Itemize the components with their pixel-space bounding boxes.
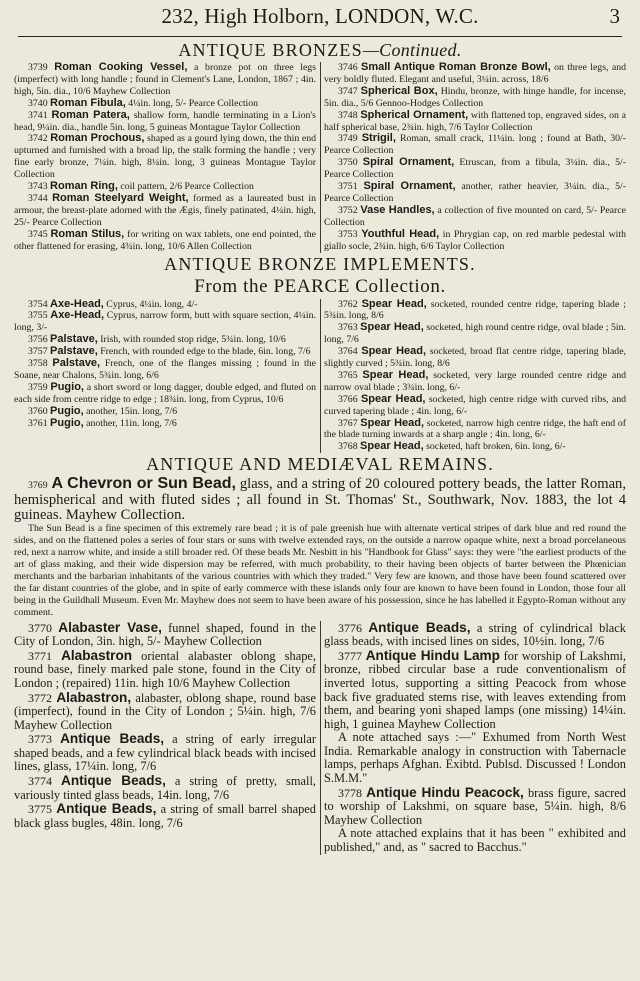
entry-title: Spear Head, xyxy=(360,392,426,405)
entry-text: oriental alabaster oblong shape, round base, finely marked pale stone, found in the City of London ; (repaired) 11in. high 10/6 Mayhew Collection xyxy=(14,648,316,690)
entry-text: socketed, high centre ridge with curved ribs, and curved tapering blade ; 4in. long, 6/- xyxy=(324,393,627,417)
entry-text: another, rather heavier, 3¼in. dia., 5/- Pearce Collection xyxy=(324,181,626,204)
entry-title: Roman Stilus, xyxy=(50,227,125,240)
entry-number: 3765 xyxy=(338,369,358,381)
entry-text: Roman, small crack, 11¼in. long ; found at Bath, 30/- Pearce Collection xyxy=(324,133,626,157)
entry-text: socketed, narrow high centre ridge, the haft end of the blade turning inwards at a sharp angle ; 4in. long, 6/- xyxy=(324,417,626,441)
entry-title: Spiral Ornament, xyxy=(363,180,456,193)
entry-title: Pugio, xyxy=(50,416,84,429)
entry-number: 3776 xyxy=(338,620,362,635)
entry-number: 3745 xyxy=(28,228,48,240)
entry-text: another, 15in. long, 7/6 xyxy=(83,405,178,417)
entry-number: 3753 xyxy=(338,228,358,240)
entry-title: Spear Head, xyxy=(361,297,427,310)
catalogue-entry xyxy=(324,133,626,157)
entry-title: Antique Beads, xyxy=(61,773,166,789)
entry-title: Spear Head, xyxy=(360,440,424,453)
entry-title: Roman Cooking Vessel, xyxy=(54,61,188,73)
entry-title: Axe-Head, xyxy=(50,309,105,322)
entry-title: A Chevron or Sun Bead, xyxy=(51,475,236,493)
entry-title: Small Antique Roman Bronze Bowl, xyxy=(360,61,551,73)
entry-number: 3744 xyxy=(28,192,48,204)
catalogue-entry xyxy=(324,786,626,828)
entry-text: a collection of five mounted on card, 5/- Pearce Collection xyxy=(324,204,626,228)
entry-note xyxy=(324,827,626,854)
entry-title: Palstave, xyxy=(50,345,98,358)
entry-number: 3752 xyxy=(338,204,358,216)
entry-number: 3741 xyxy=(28,109,48,121)
entry-text: for worship of Lakshmi, bronze, ribbed circular base a rude conventionalism of inverted lotus, supporting a sitting Peacock from whose back five graduated stems rise, with leaves extending from them, and bearing yoni shaped lamps (one missing) 14¼in. high, 1 guinea Mayhew Collection xyxy=(324,648,627,731)
entry-title: Roman Prochous, xyxy=(50,132,145,145)
running-head xyxy=(14,4,626,34)
catalogue-entry xyxy=(324,157,626,181)
entry-number: 3756 xyxy=(28,334,48,346)
catalogue-entry xyxy=(14,418,316,430)
entry-number: 3767 xyxy=(338,417,358,429)
section-heading-implements: ANTIQUE BRONZE IMPLEMENTS. xyxy=(164,253,476,274)
entry-text: Cyprus, narrow form, butt with square section, 4¼in. long, 3/- xyxy=(14,310,316,334)
catalogue-entry xyxy=(14,774,316,802)
entry-number: 3739 xyxy=(28,62,48,73)
entry-text: socketed, high round centre ridge, oval blade ; 5in. long, 7/6 xyxy=(324,322,626,346)
entry-number: 3747 xyxy=(338,85,358,97)
catalogue-entry xyxy=(324,322,626,346)
entry-title: Youthful Head, xyxy=(361,227,440,240)
entry-text: in Phrygian cap, on red marble pedestal with giallo socle, 2¾in. high, 6/6 Taylor Collection xyxy=(324,228,627,252)
catalogue-entry xyxy=(324,346,626,370)
entry-number: 3768 xyxy=(338,441,358,453)
entry-title: Palstave, xyxy=(52,357,101,370)
entry-text: Etruscan, from a fibula, 3¼in. dia., 5/- Pearce Collection xyxy=(324,157,627,181)
entry-number: 3774 xyxy=(28,774,52,789)
entry-title: Roman Ring, xyxy=(50,180,118,193)
entry-text: French, one of the flanges missing ; found in the Soane, near Chalons, 5¾in. long, 6/6 xyxy=(14,358,316,381)
entry-number: 3761 xyxy=(28,417,48,429)
entry-title: Spiral Ornament, xyxy=(362,156,455,169)
entry-text: shaped as a gourd lying down, the thin end upturned and furnished with a broad lip, the stalk forming the handle ; very fine early bronze, 7¼in. high, 8¼in. long, 3 guineas Montague Taylor Collection xyxy=(14,133,317,181)
entry-text: socketed, very large rounded centre ridge and narrow oval blade ; 3¾in. long, 6/- xyxy=(324,369,626,393)
entry-number: 3769 xyxy=(28,480,48,492)
entry-title: Alabastron xyxy=(61,647,133,663)
entry-text: shallow form, handle terminating in a Lion's head, 9¼in. dia., handle 5in. long, 5 guineas Montague Taylor Collection xyxy=(14,109,316,133)
section-continued: —Continued. xyxy=(362,40,462,60)
entry-text: brass figure, sacred to worship of Lakshmi, on square base, 5¼in. high, 8/6 Mayhew Collection xyxy=(324,785,626,827)
entry-number: 3770 xyxy=(28,620,52,635)
entry-text: with flattened top, engraved sides, on a half spherical base, 2¾in. high, 7/6 Taylor Collection xyxy=(324,109,627,133)
entry-text: for writing on wax tablets, one end pointed, the other flattened for erasing, 4¾in. long, 10/6 Allen Collection xyxy=(14,228,316,252)
section-subheading-pearce: From the PEARCE Collection. xyxy=(194,275,446,297)
entry-number: 3759 xyxy=(28,381,48,393)
catalogue-entry xyxy=(14,358,316,382)
entry-number: 3746 xyxy=(338,62,358,73)
medieval-columns xyxy=(14,621,626,855)
entry-number: 3773 xyxy=(28,732,52,747)
catalogue-entry xyxy=(14,691,316,733)
catalogue-entry xyxy=(324,205,626,229)
catalogue-entry xyxy=(14,62,316,98)
entry-number: 3755 xyxy=(28,310,48,322)
chevron-bead-entry xyxy=(14,476,626,618)
catalogue-entry xyxy=(14,310,316,334)
entry-title: Pugio, xyxy=(50,380,84,393)
entry-title: Antique Beads, xyxy=(60,731,165,747)
running-head-title: 232, High Holborn, LONDON, W.C. xyxy=(161,4,479,28)
catalogue-entry xyxy=(324,110,626,134)
entry-number: 3748 xyxy=(338,109,358,121)
entry-text: Cyprus, 4¼in. long, 4/- xyxy=(103,298,198,310)
entry-title: Antique Beads, xyxy=(56,801,157,817)
entry-text: a short sword or long dagger, double edged, and fluted on each side from centre ridge to edge ; 18¾in. long, from Cyprus, 10/6 xyxy=(14,381,316,405)
bronzes-columns xyxy=(14,62,626,253)
entry-text: socketed, broad flat centre ridge, tapering blade, slightly curved ; 5¾in. long, 8/6 xyxy=(324,346,626,370)
implements-right-column xyxy=(324,299,626,454)
catalogue-entry xyxy=(14,193,316,229)
entry-text: 4¼in. long, 5/- Pearce Collection xyxy=(125,97,259,109)
entry-title: Spear Head, xyxy=(361,345,427,358)
entry-title: Spear Head, xyxy=(360,416,425,429)
entry-text: A note attached explains that it has been " exhibited and published," and, as " sacred to Bacchus." xyxy=(324,826,626,855)
entry-number: 3764 xyxy=(338,346,358,358)
entry-number: 3762 xyxy=(338,298,358,310)
catalogue-entry xyxy=(324,181,626,205)
entry-title: Vase Handles, xyxy=(360,203,435,216)
catalogue-entry xyxy=(324,299,626,323)
entry-text: a string of early irregular shaped beads, and a few cylindrical black beads with incised lines, glass, 17¼in. long, 7/6 xyxy=(14,732,317,774)
entry-title: Antique Hindu Lamp xyxy=(365,647,500,663)
entry-number: 3775 xyxy=(28,802,52,817)
entry-text: alabaster, oblong shape, round base (imperfect), found in the City of London ; 5¼in. high, 7/6 Mayhew Collection xyxy=(14,690,316,732)
catalogue-entry xyxy=(324,62,626,86)
entry-number: 3777 xyxy=(338,648,362,663)
entry-title: Strigil, xyxy=(361,132,396,145)
catalogue-entry xyxy=(14,732,316,774)
entry-text: a bronze pot on three legs (imperfect) with long handle ; found in Clement's Lane, London, 1867 ; 4in. high, 5in. dia., 10/6 Mayhew Collection xyxy=(14,62,317,97)
implements-columns xyxy=(14,299,626,454)
entry-text: Irish, with rounded stop ridge, 5¾in. long, 10/6 xyxy=(97,334,286,346)
catalogue-entry xyxy=(14,649,316,691)
section-title: ANTIQUE BRONZES xyxy=(178,40,363,60)
entry-title: Roman Patera, xyxy=(51,108,130,121)
entry-text: a string of small barrel shaped black glass bugles, 48in. long, 7/6 xyxy=(14,802,316,830)
catalogue-entry xyxy=(324,86,626,110)
entry-text: coil pattern, 2/6 Pearce Collection xyxy=(117,181,254,193)
entry-title: Antique Hindu Peacock, xyxy=(366,784,524,800)
entry-title: Roman Steelyard Weight, xyxy=(52,191,189,204)
catalogue-entry xyxy=(14,133,316,181)
entry-number: 3778 xyxy=(338,785,362,800)
entry-number: 3763 xyxy=(338,322,358,334)
entry-number: 3749 xyxy=(338,133,358,145)
catalogue-entry xyxy=(324,649,626,732)
entry-title: Spherical Ornament, xyxy=(360,108,469,121)
entry-number: 3757 xyxy=(28,346,48,358)
entry-title: Alabastron, xyxy=(56,689,132,705)
catalogue-entry xyxy=(14,621,316,649)
entry-text: socketed, rounded centre ridge, tapering blade ; 5¾in. long, 8/6 xyxy=(324,298,626,322)
section-heading-medieval: ANTIQUE AND MEDIÆVAL REMAINS. xyxy=(146,454,494,475)
entry-number: 3772 xyxy=(28,690,52,705)
entry-text: funnel shaped, found in the City of London, 3in. high, 5/- Mayhew Collection xyxy=(14,620,316,649)
entry-text: Hindu, bronze, with hinge handle, for incense, 5in. dia., 5/6 Gennoo-Hodges Collection xyxy=(324,85,626,109)
medieval-right-column xyxy=(324,621,626,855)
entry-title: Spherical Box, xyxy=(360,84,438,97)
catalogue-entry xyxy=(324,394,626,418)
entry-title: Spear Head, xyxy=(360,321,424,334)
entry-number: 3758 xyxy=(28,358,48,370)
header-rule xyxy=(18,36,622,37)
catalogue-entry xyxy=(324,621,626,649)
catalogue-entry xyxy=(14,382,316,406)
catalogue-entry xyxy=(14,802,316,830)
medieval-left-column xyxy=(14,621,321,855)
page-number: 3 xyxy=(609,4,620,28)
catalogue-entry xyxy=(324,418,626,442)
chevron-bead-description: The Sun Bead is a fine specimen of this extremely rare bead ; it is of pale greenish hue with alternate vertical stripes of dark blue and red round the sides, and on the flattened poles a series of four stars or suns with twelve extended rays, on the outside a narrow opaque white, next a broad porcelaneous red, next a narrow white, and inside a still broader red. Of these beads Mr. Nesbitt in his "Handbook for Glass" says: they were "the earliest products of the art of glass making, and their wide dispersion may be referred, with much probability, to their having been objects of barter between the Phœnician merchants and the barbarian inhabitants of the various countries with which they traded." Very few are known, and those have been found scattered over the far distant countries of the globe, and in spite of early commerce with these islands only four are known to have been found in London, those four all being in the Guildhall Museum. Even Mr. Mayhew does not seem to have been aware of his possession, since he has labelled it Egypto-Roman without any comment. xyxy=(14,523,626,618)
entry-title: Antique Beads, xyxy=(368,619,471,635)
entry-number: 3742 xyxy=(28,133,48,145)
entry-text: another, 11in. long, 7/6 xyxy=(83,417,177,429)
entry-text: A note attached says :—" Exhumed from North West India. Remarkable analogy in construction with Tabernacle lamps, perhaps Afghan. Exibtd. Publsd. Discussed ! London S.M.M." xyxy=(324,730,626,786)
section-heading-bronzes xyxy=(14,40,626,61)
entry-number: 3751 xyxy=(338,181,358,193)
entry-title: Roman Fibula, xyxy=(50,96,126,109)
entry-number: 3740 xyxy=(28,97,48,109)
entry-title: Spear Head, xyxy=(362,368,429,381)
entry-text: French, with rounded edge to the blade, 6in. long, 7/6 xyxy=(97,346,311,358)
catalogue-entry xyxy=(14,110,316,134)
catalogue-entry xyxy=(14,229,316,253)
entry-text: a string of cylindrical black glass beads, with incised lines on sides, 10½in. long, 7/6 xyxy=(324,620,626,649)
entry-text: formed as a laureated bust in armour, the breast-plate adorned with the Ægis, finely patinated, 4¼in. high, 25/- Pearce Collection xyxy=(14,192,317,228)
entry-title: Palstave, xyxy=(50,333,98,346)
entry-text: socketed, haft broken, 6in. long, 6/- xyxy=(423,441,566,453)
entry-text: a string of pretty, small, variously tinted glass beads, 14in. long, 7/6 xyxy=(14,774,316,802)
entry-text: glass, and a string of 20 coloured pottery beads, the latter Roman, hemispherical and with fluted sides ; all found in St. Thomas' St., Southwark, Nov. 1883, the lot 4 guineas. Mayhew Collection. xyxy=(14,476,626,524)
catalogue-entry xyxy=(14,476,626,523)
entry-note xyxy=(324,731,626,785)
entry-title: Alabaster Vase, xyxy=(58,619,162,635)
catalogue-entry xyxy=(324,370,626,394)
entry-text: on three legs, and very boldly fluted. Elegant and useful, 3¼in. across, 18/6 xyxy=(324,62,626,85)
entry-title: Axe-Head, xyxy=(50,297,104,310)
catalogue-entry xyxy=(324,441,626,453)
entry-number: 3743 xyxy=(28,181,48,193)
entry-number: 3771 xyxy=(28,648,52,663)
entry-title: Pugio, xyxy=(50,404,84,417)
entry-number: 3760 xyxy=(28,405,48,417)
catalogue-entry xyxy=(324,229,626,253)
bronzes-left-column xyxy=(14,62,321,253)
implements-left-column xyxy=(14,299,321,454)
entry-number: 3754 xyxy=(28,298,48,310)
entry-number: 3766 xyxy=(338,393,358,405)
bronzes-right-column xyxy=(324,62,626,253)
entry-number: 3750 xyxy=(338,157,358,169)
